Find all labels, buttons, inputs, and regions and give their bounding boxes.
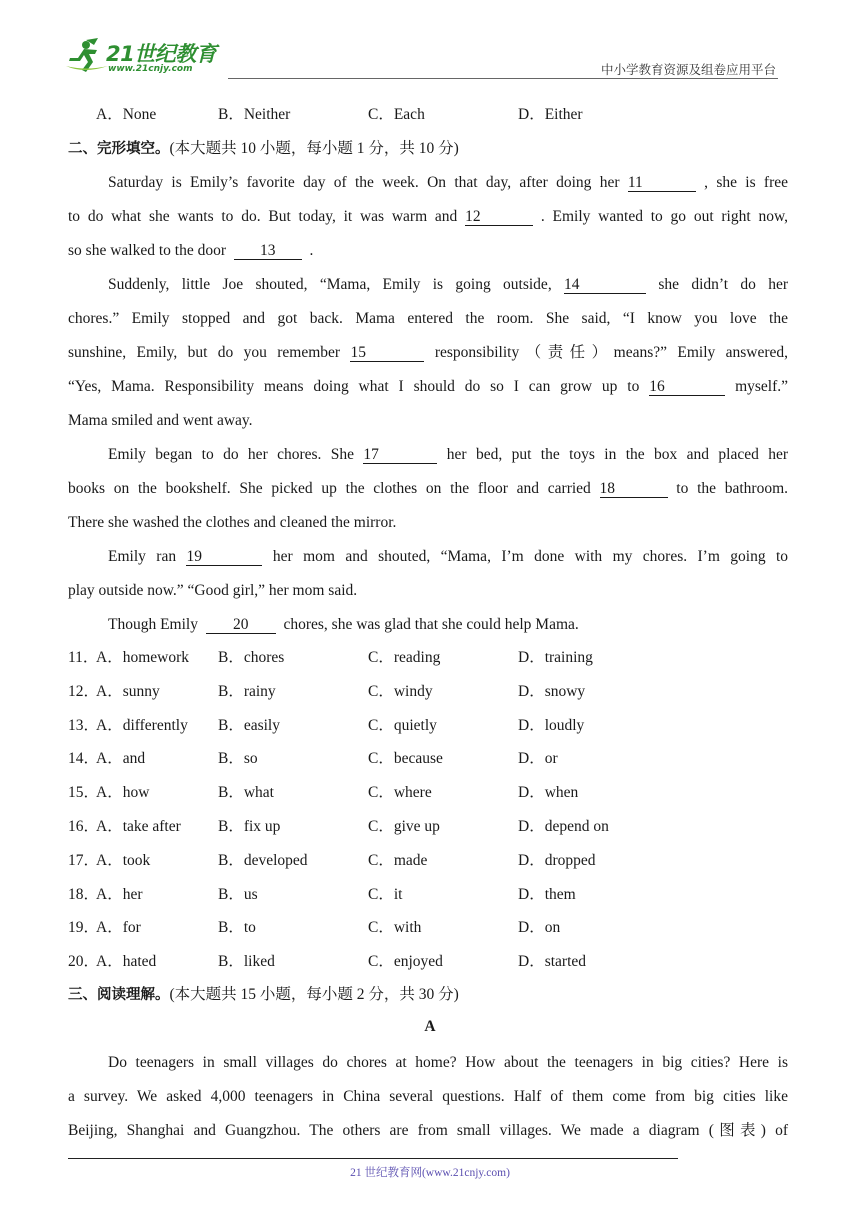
answer-option-c: C．reading [368, 649, 441, 666]
answer-option-d: D．depend on [518, 818, 609, 835]
answer-option-c: C．windy [368, 682, 433, 700]
passage-line: Suddenly, little Joe shouted, “Mama, Emily is going outside, 14 she didn’t do her [108, 276, 789, 293]
answer-option-d: D．started [518, 953, 587, 971]
passage-line: to do what she wants to do. But today, it was warm and 12 . Emily wanted to go out right now, [68, 208, 789, 225]
passage-label: A [424, 1018, 436, 1035]
blank-14: 14 [564, 276, 646, 294]
passage-line: There she washed the clothes and cleaned the mirror. [68, 514, 397, 531]
answer-option-b: B．liked [218, 953, 275, 971]
section-title: 二、完形填空。 [68, 141, 170, 157]
passage-line: so she walked to the door 13 . [68, 242, 314, 259]
section-heading [68, 985, 459, 1005]
question-number: 12． [68, 682, 100, 700]
answer-option-b: B．easily [218, 716, 280, 734]
answer-option-b: B．developed [218, 851, 308, 869]
question-number: 16． [68, 818, 100, 835]
runner-logo-icon [64, 36, 110, 76]
answer-option-b: B．to [218, 919, 256, 937]
platform-title: 中小学教育资源及组卷应用平台 [600, 63, 776, 77]
answer-option-c: C．give up [368, 818, 440, 835]
passage-line: Emily ran 19 her mom and shouted, “Mama, I’m done with my chores. I’m going to [108, 548, 789, 565]
answer-option-c: C．because [368, 750, 443, 768]
passage-line: play outside now.” “Good girl,” her mom said. [68, 582, 358, 599]
answer-option-a: A．took [96, 851, 151, 869]
answer-option-c: C．made [368, 851, 428, 869]
answer-option-d: D．or [518, 750, 558, 768]
answer-option-c: C．where [368, 784, 432, 802]
blank-18: 18 [600, 480, 668, 498]
logo-main-text: 21世纪教育 [106, 42, 217, 66]
answer-option-d: D．snowy [518, 682, 586, 700]
answer-option-b: B．what [218, 784, 274, 802]
answer-option-c: C．enjoyed [368, 953, 443, 971]
passage-line: chores.” Emily stopped and got back. Mama entered the room. She said, “I know you love the [68, 310, 788, 327]
answer-option-d: D．when [518, 784, 579, 802]
blank-15: 15 [350, 344, 424, 362]
blank-16: 16 [649, 378, 725, 396]
reading-line: a survey. We asked 4,000 teenagers in China several questions. Half of them come from big cities like [68, 1088, 788, 1105]
passage-line: “Yes, Mama. Responsibility means doing what I should do so I can grow up to 16 myself.” [68, 378, 789, 395]
answer-option-a: A．her [96, 885, 143, 903]
answer-option-b: B．rainy [218, 682, 276, 700]
passage-line: Though Emily 20 chores, she was glad that she could help Mama. [108, 616, 579, 633]
passage-line: Emily began to do her chores. She 17 her bed, put the toys in the box and placed her [108, 446, 788, 463]
site-logo [64, 36, 234, 80]
answer-option-d: D．dropped [518, 851, 596, 869]
question-number: 13． [68, 716, 100, 734]
question-number: 14． [68, 750, 100, 768]
answer-option-b: B．so [218, 750, 258, 768]
answer-option-d: D．them [518, 885, 576, 903]
answer-option-c: C．with [368, 919, 422, 937]
answer-option-d: D．training [518, 649, 593, 666]
option-c: C．Each [368, 106, 425, 123]
blank-20: 20 [206, 616, 276, 634]
answer-option-a: A．differently [96, 716, 188, 734]
blank-12: 12 [465, 208, 533, 226]
blank-13: 13 [234, 242, 302, 260]
question-number: 19． [68, 919, 100, 937]
question-number: 17． [68, 851, 100, 869]
header-divider [228, 78, 778, 79]
reading-line: Do teenagers in small villages do chores at home? How about the teenagers in big cities? Here is [108, 1054, 788, 1071]
question-number: 15． [68, 784, 100, 802]
answer-option-a: A．hated [96, 953, 157, 971]
section-note: (本大题共 10 小题，每小题 1 分，共 10 分) [169, 140, 459, 157]
answer-option-a: A．for [96, 919, 141, 937]
answer-option-d: D．loudly [518, 716, 585, 734]
answer-option-a: A．take after [96, 818, 181, 835]
answer-option-c: C．it [368, 885, 403, 903]
footer-divider [68, 1158, 678, 1159]
reading-line: Beijing, Shanghai and Guangzhou. The others are from small villages. We made a diagram (图表) of [68, 1122, 788, 1139]
section-title: 三、阅读理解。 [68, 987, 170, 1003]
answer-option-a: A．and [96, 750, 146, 768]
section-note: (本大题共 15 小题，每小题 2 分，共 30 分) [169, 986, 459, 1003]
option-b: B．Neither [218, 106, 291, 123]
option-d: D．Either [518, 106, 583, 123]
blank-17: 17 [363, 446, 437, 464]
answer-option-a: A．how [96, 784, 150, 802]
passage-line: Saturday is Emily’s favorite day of the week. On that day, after doing her 11 , she is free [108, 174, 789, 191]
question-number: 18． [68, 885, 100, 903]
blank-11: 11 [628, 174, 696, 192]
answer-option-c: C．quietly [368, 716, 437, 734]
passage-line: books on the bookshelf. She picked up the clothes on the floor and carried 18 to the bathroom. [68, 480, 789, 497]
answer-option-a: A．sunny [96, 682, 160, 700]
answer-option-b: B．us [218, 885, 258, 903]
question-number: 11． [68, 649, 99, 666]
section-heading [68, 139, 459, 159]
logo-url-text: www.21cnjy.com [108, 64, 193, 74]
passage-line: Mama smiled and went away. [68, 412, 253, 429]
answer-option-a: A．homework [96, 649, 189, 666]
question-number: 20． [68, 953, 100, 971]
blank-19: 19 [186, 548, 262, 566]
answer-option-d: D．on [518, 919, 561, 937]
answer-option-b: B．chores [218, 649, 285, 666]
footer-text: 21 世纪教育网(www.21cnjy.com) [350, 1167, 510, 1179]
answer-option-b: B．fix up [218, 818, 281, 835]
option-a: A．None [96, 106, 157, 123]
passage-line: sunshine, Emily, but do you remember 15 responsibility（责任）means?” Emily answered, [68, 344, 789, 361]
